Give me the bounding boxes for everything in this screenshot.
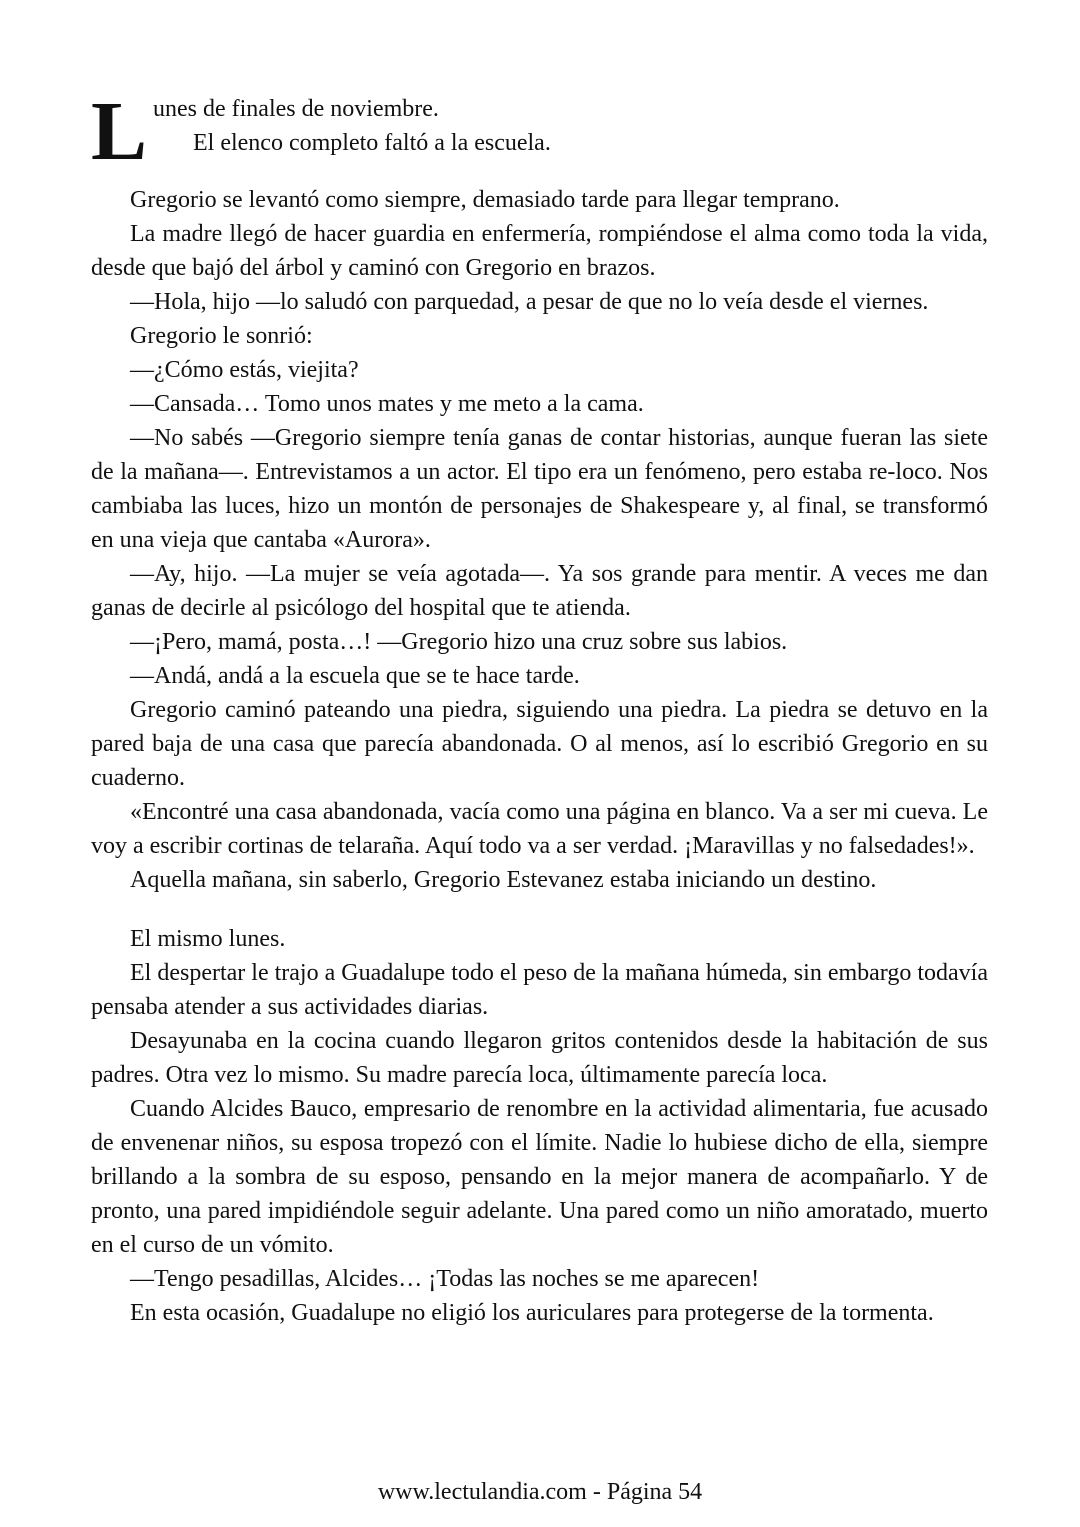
paragraph: La madre llegó de hacer guardia en enfermería, rompiéndose el alma como toda la vida, desde que bajó del árbol y caminó con Gregorio en brazos. <box>91 221 988 281</box>
paragraph: —Andá, andá a la escuela que se te hace tarde. <box>130 663 580 689</box>
drop-cap: L <box>91 85 148 178</box>
paragraph: Aquella mañana, sin saberlo, Gregorio Estevanez estaba iniciando un destino. <box>130 867 877 893</box>
page-text <box>91 85 988 1330</box>
paragraph: Gregorio caminó pateando una piedra, siguiendo una piedra. La piedra se detuvo en la pared baja de una casa que parecía abandonada. O al menos, así lo escribió Gregorio en su cuaderno. <box>91 697 988 791</box>
section-gap <box>91 158 988 183</box>
paragraph: En esta ocasión, Guadalupe no eligió los auriculares para protegerse de la tormenta. <box>130 1300 934 1326</box>
paragraph: —Ay, hijo. —La mujer se veía agotada—. Ya sos grande para mentir. A veces me dan ganas de decirle al psicólogo del hospital que te atienda. <box>91 561 988 621</box>
opening-line-2: El elenco completo faltó a la escuela. <box>193 130 551 156</box>
page-footer: www.lectulandia.com - Página 54 <box>377 1479 703 1505</box>
section-gap <box>91 897 988 922</box>
paragraph: Gregorio le sonrió: <box>130 323 313 349</box>
paragraph: —Hola, hijo —lo saludó con parquedad, a pesar de que no lo veía desde el viernes. <box>130 289 929 315</box>
section-2 <box>91 922 988 1330</box>
paragraph: «Encontré una casa abandonada, vacía como una página en blanco. Va a ser mi cueva. Le voy a escribir cortinas de telaraña. Aquí todo va a ser verdad. ¡Maravillas y no falsedades!». <box>91 799 988 859</box>
paragraph: Cuando Alcides Bauco, empresario de renombre en la actividad alimentaria, fue acusado de envenenar niños, su esposa tropezó con el límite. Nadie lo hubiese dicho de ella, siempre brillando a la sombra de su esposo, pensando en la mejor manera de acompañarlo. Y de pronto, una pared impidiéndole seguir adelante. Una pared como un niño amoratado, muerto en el curso de un vómito. <box>91 1096 988 1258</box>
opening-line-1: unes de finales de noviembre. <box>153 96 439 122</box>
section-1 <box>91 183 988 897</box>
paragraph: —Cansada… Tomo unos mates y me meto a la cama. <box>130 391 644 417</box>
paragraph: —¡Pero, mamá, posta…! —Gregorio hizo una cruz sobre sus labios. <box>130 629 788 655</box>
paragraph: El despertar le trajo a Guadalupe todo el peso de la mañana húmeda, sin embargo todavía pensaba atender a sus actividades diarias. <box>91 960 988 1020</box>
paragraph: Gregorio se levantó como siempre, demasiado tarde para llegar temprano. <box>130 187 840 213</box>
paragraph: —¿Cómo estás, viejita? <box>130 357 359 383</box>
paragraph: Desayunaba en la cocina cuando llegaron gritos contenidos desde la habitación de sus padres. Otra vez lo mismo. Su madre parecía loca, últimamente parecía loca. <box>91 1028 988 1088</box>
chapter-opening <box>91 85 988 178</box>
paragraph: —Tengo pesadillas, Alcides… ¡Todas las noches se me aparecen! <box>130 1266 760 1292</box>
paragraph: El mismo lunes. <box>130 926 286 952</box>
paragraph: —No sabés —Gregorio siempre tenía ganas de contar historias, aunque fueran las siete de la mañana—. Entrevistamos a un actor. El tipo era un fenómeno, pero estaba re-loco. Nos cambiaba las luces, hizo un montón de personajes de Shakespeare y, al final, se transformó en una vieja que cantaba «Aurora». <box>91 425 988 553</box>
